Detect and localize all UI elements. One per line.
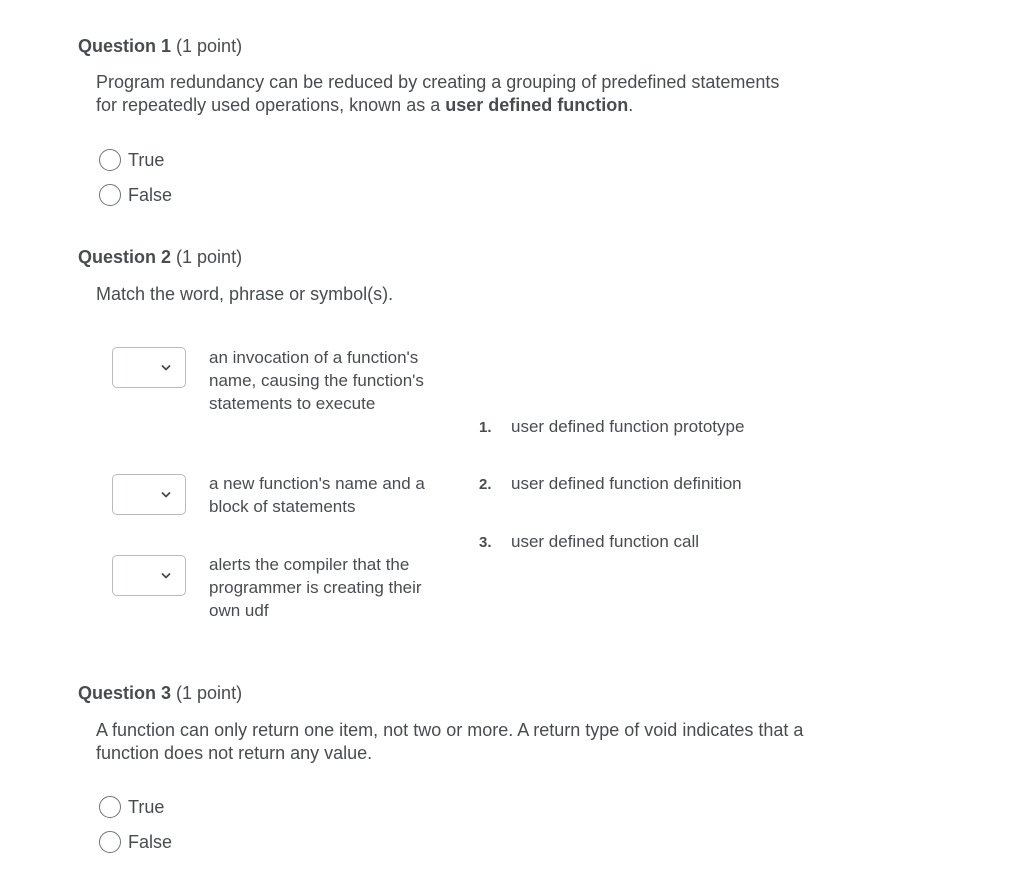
match-item-2-description: a new function's name and a block of statements — [209, 474, 425, 516]
radio-button[interactable] — [99, 149, 121, 171]
question-1-text-bold: user defined function — [445, 95, 629, 115]
question-3-points: (1 point) — [176, 683, 243, 703]
choice-label: user defined function prototype — [511, 417, 745, 436]
choice-number: 3. — [479, 534, 492, 551]
question-2-title: Question 2 — [78, 247, 172, 267]
option-label: False — [128, 184, 173, 205]
question-3-heading — [78, 683, 242, 704]
choice-number: 1. — [479, 419, 492, 436]
option-label: True — [128, 149, 165, 170]
question-3-option-true[interactable] — [99, 794, 164, 820]
match-item-3-description: alerts the compiler that the programmer is creating their own udf — [209, 555, 422, 620]
question-3-option-false[interactable] — [99, 829, 172, 855]
question-3-title: Question 3 — [78, 683, 172, 703]
chevron-down-icon — [161, 364, 171, 372]
option-label: True — [128, 796, 165, 817]
question-1-text-end: . — [628, 95, 634, 115]
question-3-text: A function can only return one item, not two or more. A return type of void indicates that a function does not return any value. — [96, 720, 804, 763]
option-label: False — [128, 831, 173, 852]
question-1-heading — [78, 36, 242, 57]
choice-label: user defined function definition — [511, 474, 742, 493]
question-1-points: (1 point) — [176, 36, 243, 56]
question-1-option-true[interactable] — [99, 147, 164, 173]
match-choice-1 — [479, 417, 744, 437]
match-choice-2 — [479, 474, 742, 494]
radio-button[interactable] — [99, 831, 121, 853]
choice-number: 2. — [479, 476, 492, 493]
match-select-2[interactable] — [112, 474, 186, 515]
match-choice-3 — [479, 532, 699, 552]
match-select-1[interactable] — [112, 347, 186, 388]
radio-button[interactable] — [99, 184, 121, 206]
radio-button[interactable] — [99, 796, 121, 818]
question-2-heading — [78, 247, 242, 268]
chevron-down-icon — [161, 572, 171, 580]
question-1-text — [96, 71, 796, 117]
question-1-option-false[interactable] — [99, 182, 172, 208]
question-2-instruction: Match the word, phrase or symbol(s). — [96, 284, 394, 304]
question-1-title: Question 1 — [78, 36, 172, 56]
match-select-3[interactable] — [112, 555, 186, 596]
question-1-text-main: Program redundancy can be reduced by creating a grouping of predefined statements for repeatedly used operations, known as a — [96, 72, 780, 115]
chevron-down-icon — [161, 491, 171, 499]
question-2-points: (1 point) — [176, 247, 243, 267]
match-item-1-description: an invocation of a function's name, causing the function's statements to execute — [209, 348, 424, 413]
choice-label: user defined function call — [511, 532, 700, 551]
